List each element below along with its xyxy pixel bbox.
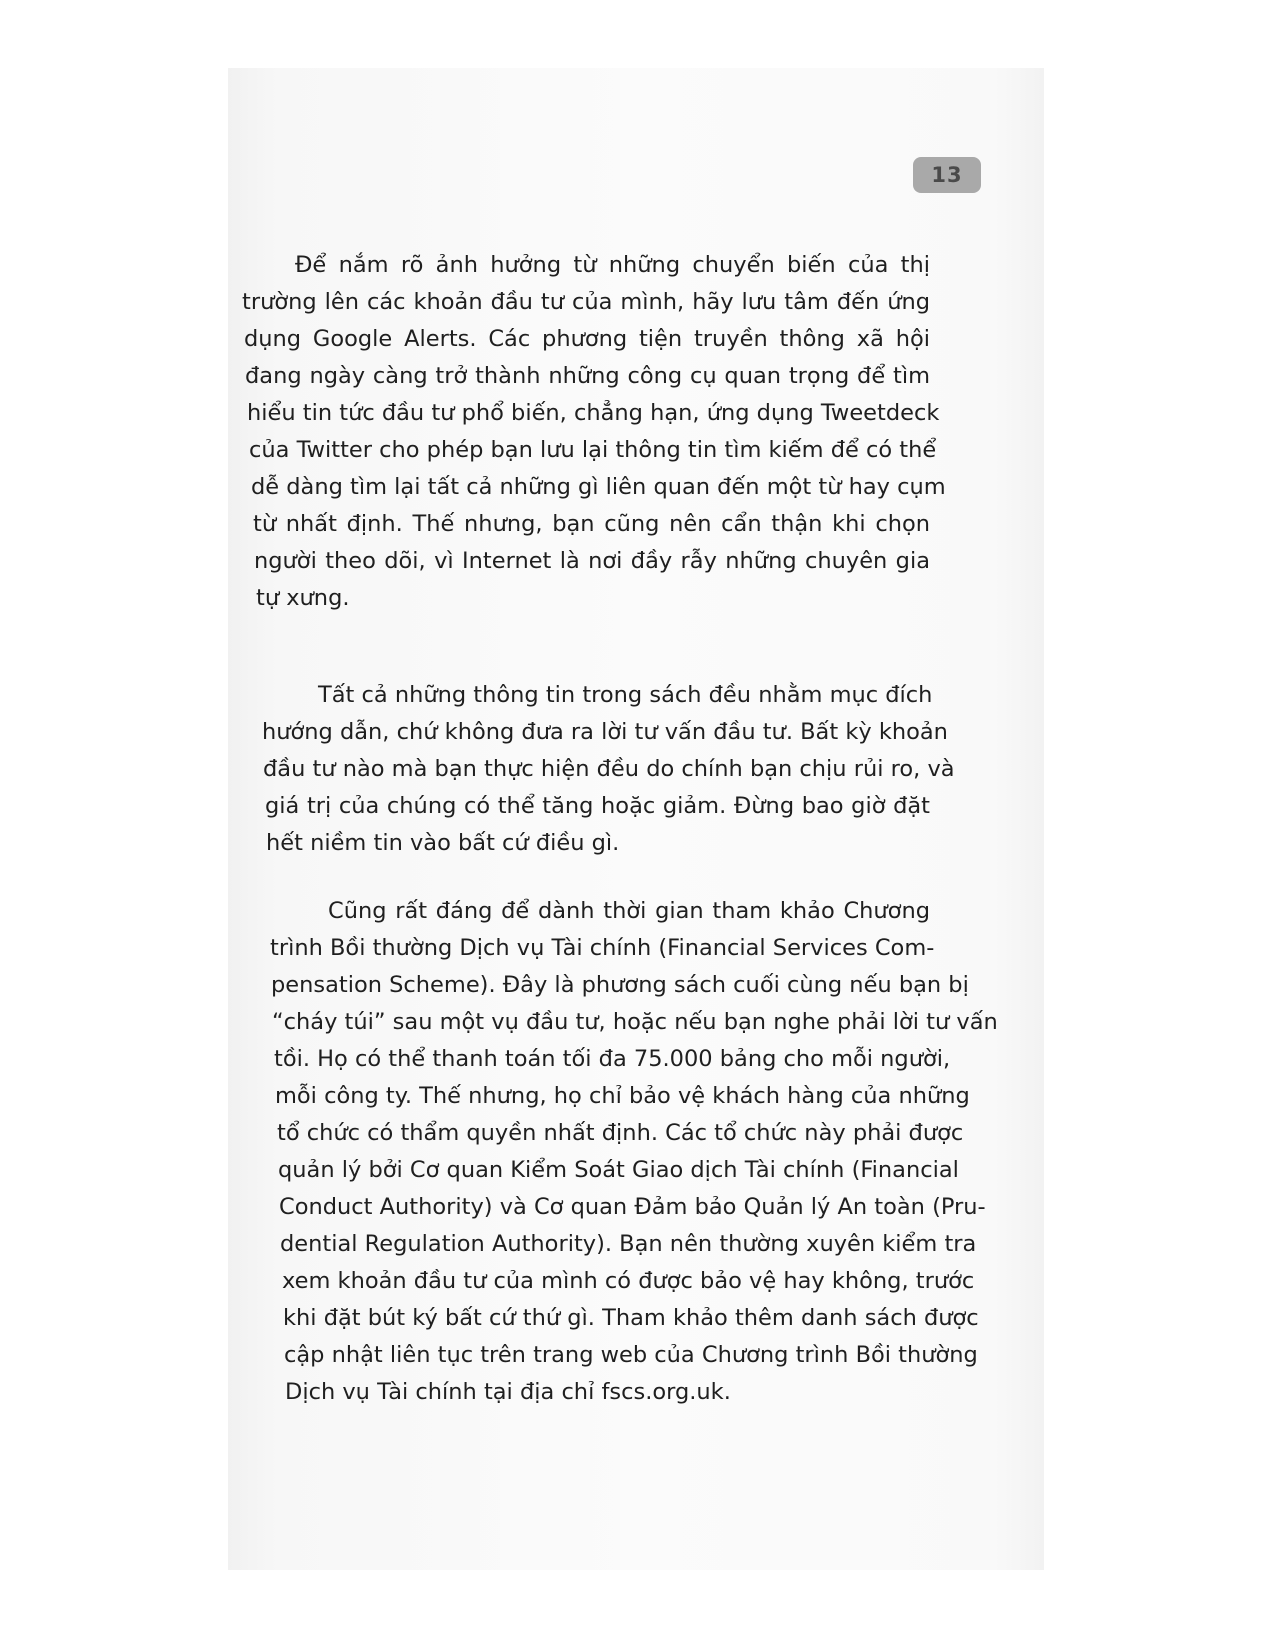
paragraph-2	[250, 677, 955, 862]
paragraph-line: trình Bồi thường Dịch vụ Tài chính (Financial Services Com-	[270, 935, 935, 961]
paragraph-line: hết niềm tin vào bất cứ điều gì.	[266, 830, 620, 856]
paragraph-line: Để nắm rõ ảnh hưởng từ những chuyển biến của thị	[295, 252, 930, 278]
page-number-badge: 13	[913, 157, 981, 193]
paragraph-line: xem khoản đầu tư của mình có được bảo vệ hay không, trước	[282, 1268, 975, 1294]
paragraph-line: tồi. Họ có thể thanh toán tối đa 75.000 bảng cho mỗi người,	[274, 1046, 951, 1072]
paragraph-line: của Twitter cho phép bạn lưu lại thông tin tìm kiếm để có thể	[249, 437, 937, 463]
paragraph-line: khi đặt bút ký bất cứ thứ gì. Tham khảo thêm danh sách được	[283, 1305, 979, 1331]
paragraph-3	[250, 893, 998, 1411]
paragraph-line: đang ngày càng trở thành những công cụ quan trọng để tìm	[245, 363, 930, 389]
paragraph-line: “cháy túi” sau một vụ đầu tư, hoặc nếu bạn nghe phải lời tư vấn	[272, 1009, 998, 1035]
paragraph-line: đầu tư nào mà bạn thực hiện đều do chính bạn chịu rủi ro, và	[263, 756, 955, 782]
paragraph-line: mỗi công ty. Thế nhưng, họ chỉ bảo vệ khách hàng của những	[275, 1083, 970, 1109]
paragraph-line: cập nhật liên tục trên trang web của Chương trình Bồi thường	[284, 1342, 978, 1368]
paragraph-line: Dịch vụ Tài chính tại địa chỉ fscs.org.uk.	[285, 1379, 731, 1405]
paragraph-line: Cũng rất đáng để dành thời gian tham khảo Chương	[328, 898, 930, 924]
paragraph-line: tổ chức có thẩm quyền nhất định. Các tổ chức này phải được	[277, 1120, 964, 1146]
paragraph-line: trường lên các khoản đầu tư của mình, hãy lưu tâm đến ứng	[242, 289, 930, 315]
paragraph-line: dential Regulation Authority). Bạn nên thường xuyên kiểm tra	[280, 1231, 977, 1257]
paragraph-line: dụng Google Alerts. Các phương tiện truyền thông xã hội	[244, 326, 930, 352]
paragraph-line: hướng dẫn, chứ không đưa ra lời tư vấn đầu tư. Bất kỳ khoản	[262, 719, 948, 745]
paragraph-1	[242, 247, 946, 617]
paragraph-line: Conduct Authority) và Cơ quan Đảm bảo Quản lý An toàn (Pru-	[279, 1194, 986, 1220]
paragraph-line: dễ dàng tìm lại tất cả những gì liên quan đến một từ hay cụm	[251, 474, 946, 500]
paragraph-line: Tất cả những thông tin trong sách đều nhằm mục đích	[318, 682, 933, 708]
paragraph-line: từ nhất định. Thế nhưng, bạn cũng nên cẩn thận khi chọn	[253, 511, 930, 537]
paragraph-line: quản lý bởi Cơ quan Kiểm Soát Giao dịch Tài chính (Financial	[278, 1157, 959, 1183]
paragraph-line: hiểu tin tức đầu tư phổ biến, chẳng hạn, ứng dụng Tweetdeck	[247, 400, 940, 426]
paragraph-line: pensation Scheme). Đây là phương sách cuối cùng nếu bạn bị	[271, 972, 969, 998]
paragraph-line: người theo dõi, vì Internet là nơi đầy rẫy những chuyên gia	[254, 548, 930, 574]
paragraph-line: tự xưng.	[256, 585, 350, 611]
paragraph-line: giá trị của chúng có thể tăng hoặc giảm. Đừng bao giờ đặt	[265, 793, 930, 819]
